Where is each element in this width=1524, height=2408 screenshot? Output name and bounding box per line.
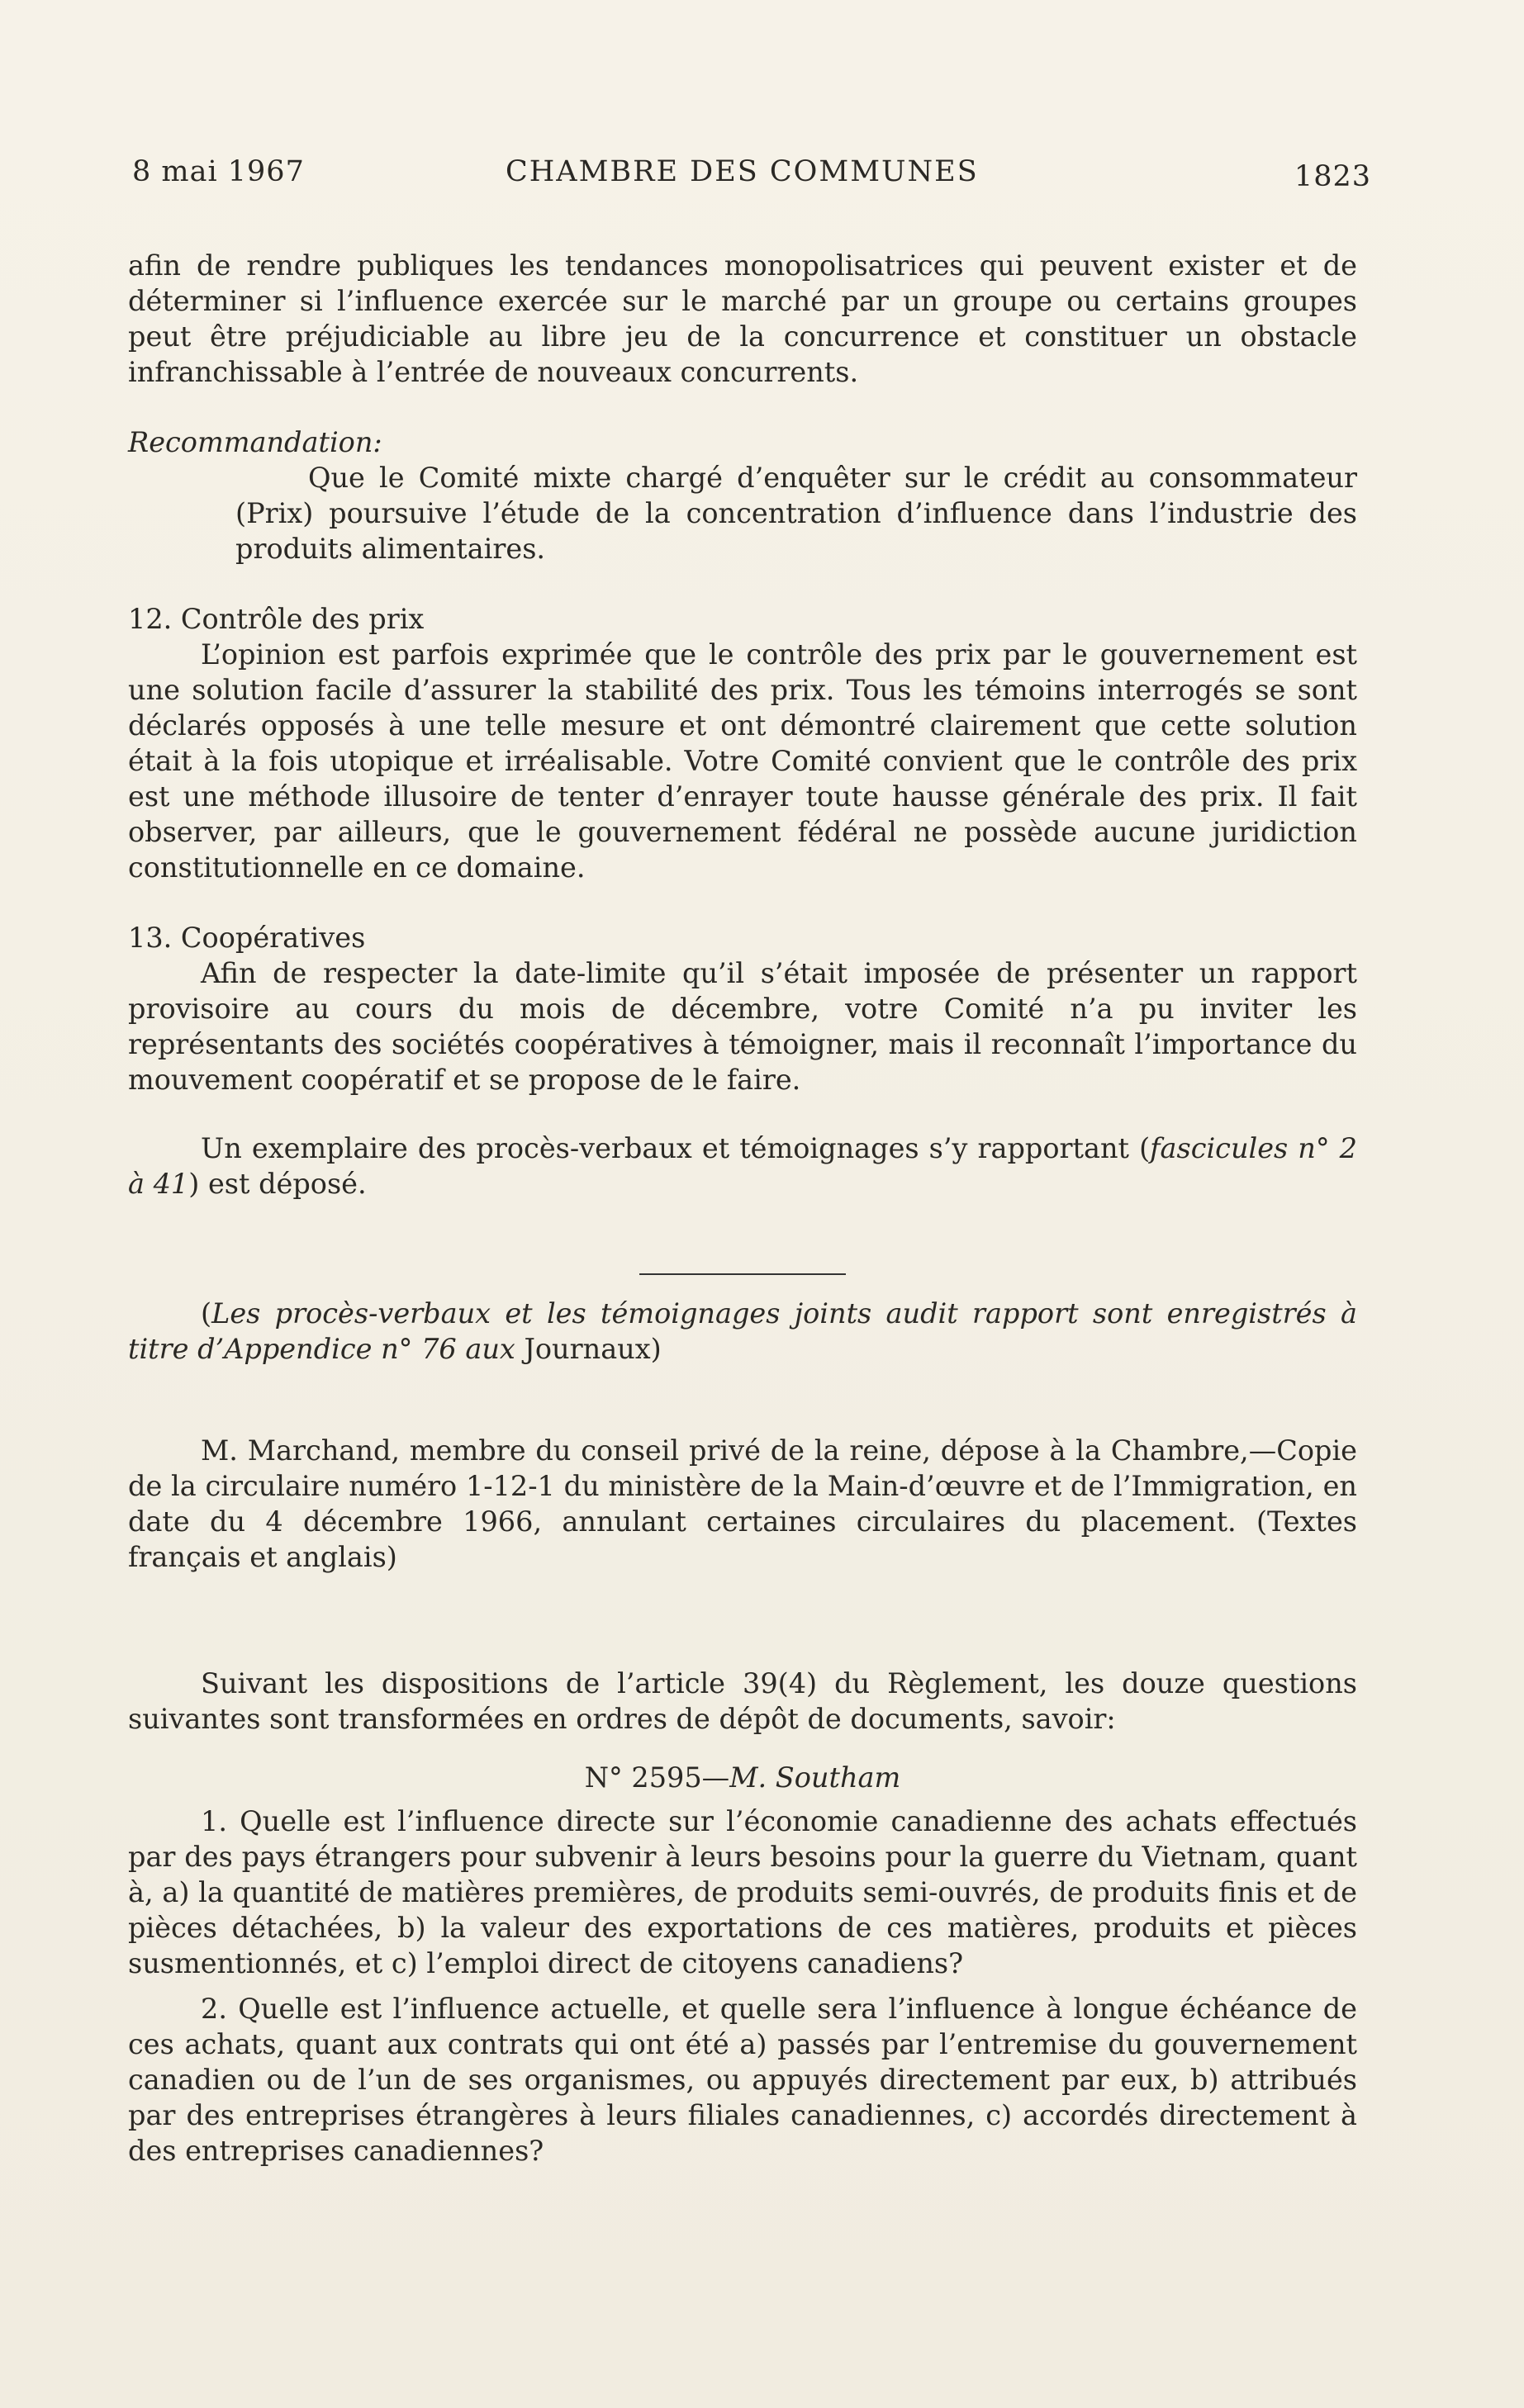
appendix-open-paren: ( <box>201 1297 212 1330</box>
recommendation-text: Que le Comité mixte chargé d’enquêter sur le crédit au consommateur (Prix) poursuive l’étude de la concentration d’influence dans l’industrie des produits alimentaires. <box>235 462 1357 565</box>
question-2: 2. Quelle est l’influence actuelle, et quelle sera l’influence à longue échéance de ces achats, quant aux contrats qui ont été a) passés par l’entremise du gouvernement canadien ou de l’un de ses organismes, ou appuyés directement par eux, b) attribués par des entreprises étrangères à leurs filiales canadiennes, c) accordés directement à des entreprises canadiennes? <box>128 1993 1357 2167</box>
exemplaire-text-after: ) est déposé. <box>188 1168 367 1200</box>
header-title: CHAMBRE DES COMMUNES <box>506 155 979 188</box>
recommendation-label: Recommandation: <box>128 426 382 458</box>
section-divider <box>128 1248 1357 1253</box>
section-13-text: Afin de respecter la date-limite qu’il s’était imposée de présenter un rapport provisoire au cours du mois de décembre, votre Comité n’a pu inviter les représentants des sociétés coopératives à témoigner, mais il reconnaît l’importance du mouvement coopératif et se propose de le faire. <box>128 957 1357 1096</box>
exemplaire-text-italic: fascicules n° 2 à 41 <box>128 1132 1358 1200</box>
header-date: 8 mai 1967 <box>132 155 305 188</box>
question-number: N° 2595— <box>584 1761 730 1794</box>
question-author: M. Southam <box>729 1761 901 1794</box>
dispositions-paragraph: Suivant les dispositions de l’article 39(4) du Règlement, les douze questions suivantes sont transformées en ordres de dépôt de documents, savoir: <box>128 1667 1357 1735</box>
section-12-title: 12. Contrôle des prix <box>128 603 425 635</box>
appendix-note-italic: Les procès-verbaux et les témoignages joints audit rapport sont enregistrés à titre d’Appendice n° 76 aux <box>128 1297 1357 1365</box>
section-12-text: L’opinion est parfois exprimée que le contrôle des prix par le gouvernement est une solution facile d’assurer la stabilité des prix. Tous les témoins interrogés se sont déclarés opposés à une telle mesure et ont démontré clairement que cette solution était à la fois utopique et irréalisable. Votre Comité convient que le contrôle des prix est une méthode illusoire de tenter d’enrayer toute hausse générale des prix. Il fait observer, par ailleurs, que le gouvernement fédéral ne possède aucune juridiction constitutionnelle en ce domaine. <box>128 638 1357 884</box>
marchand-paragraph: M. Marchand, membre du conseil privé de la reine, dépose à la Chambre,—Copie de la circulaire numéro 1-12-1 du ministère de la Main-d’œuvre et de l’Immigration, en date du 4 décembre 1966, annulant certaines circulaires du placement. (Textes français et anglais) <box>128 1434 1357 1573</box>
section-13-title: 13. Coopératives <box>128 922 366 954</box>
document-body <box>128 248 1357 2169</box>
page-number: 1823 <box>1294 160 1371 193</box>
appendix-note-roman: Journaux) <box>515 1333 662 1365</box>
question-1: 1. Quelle est l’influence directe sur l’économie canadienne des achats effectués par des pays étrangers pour subvenir à leurs besoins pour la guerre du Vietnam, quant à, a) la quantité de matières premières, de produits semi-ouvrés, de produits finis et de pièces détachées, b) la valeur des exportations de ces matières, produits et pièces susmentionnés, et c) l’emploi direct de citoyens canadiens? <box>128 1805 1357 1979</box>
question-heading <box>128 1760 1357 1795</box>
exemplaire-paragraph <box>128 1131 1357 1202</box>
page-header <box>132 155 1371 205</box>
exemplaire-text-before: Un exemplaire des procès-verbaux et témoignages s’y rapportant ( <box>201 1132 1151 1164</box>
intro-paragraph: afin de rendre publiques les tendances monopolisatrices qui peuvent exister et de déterminer si l’influence exercée sur le marché par un groupe ou certains groupes peut être préjudiciable au libre jeu de la concurrence et constituer un obstacle infranchissable à l’entrée de nouveaux concurrents. <box>128 249 1357 388</box>
appendix-note <box>128 1296 1357 1367</box>
